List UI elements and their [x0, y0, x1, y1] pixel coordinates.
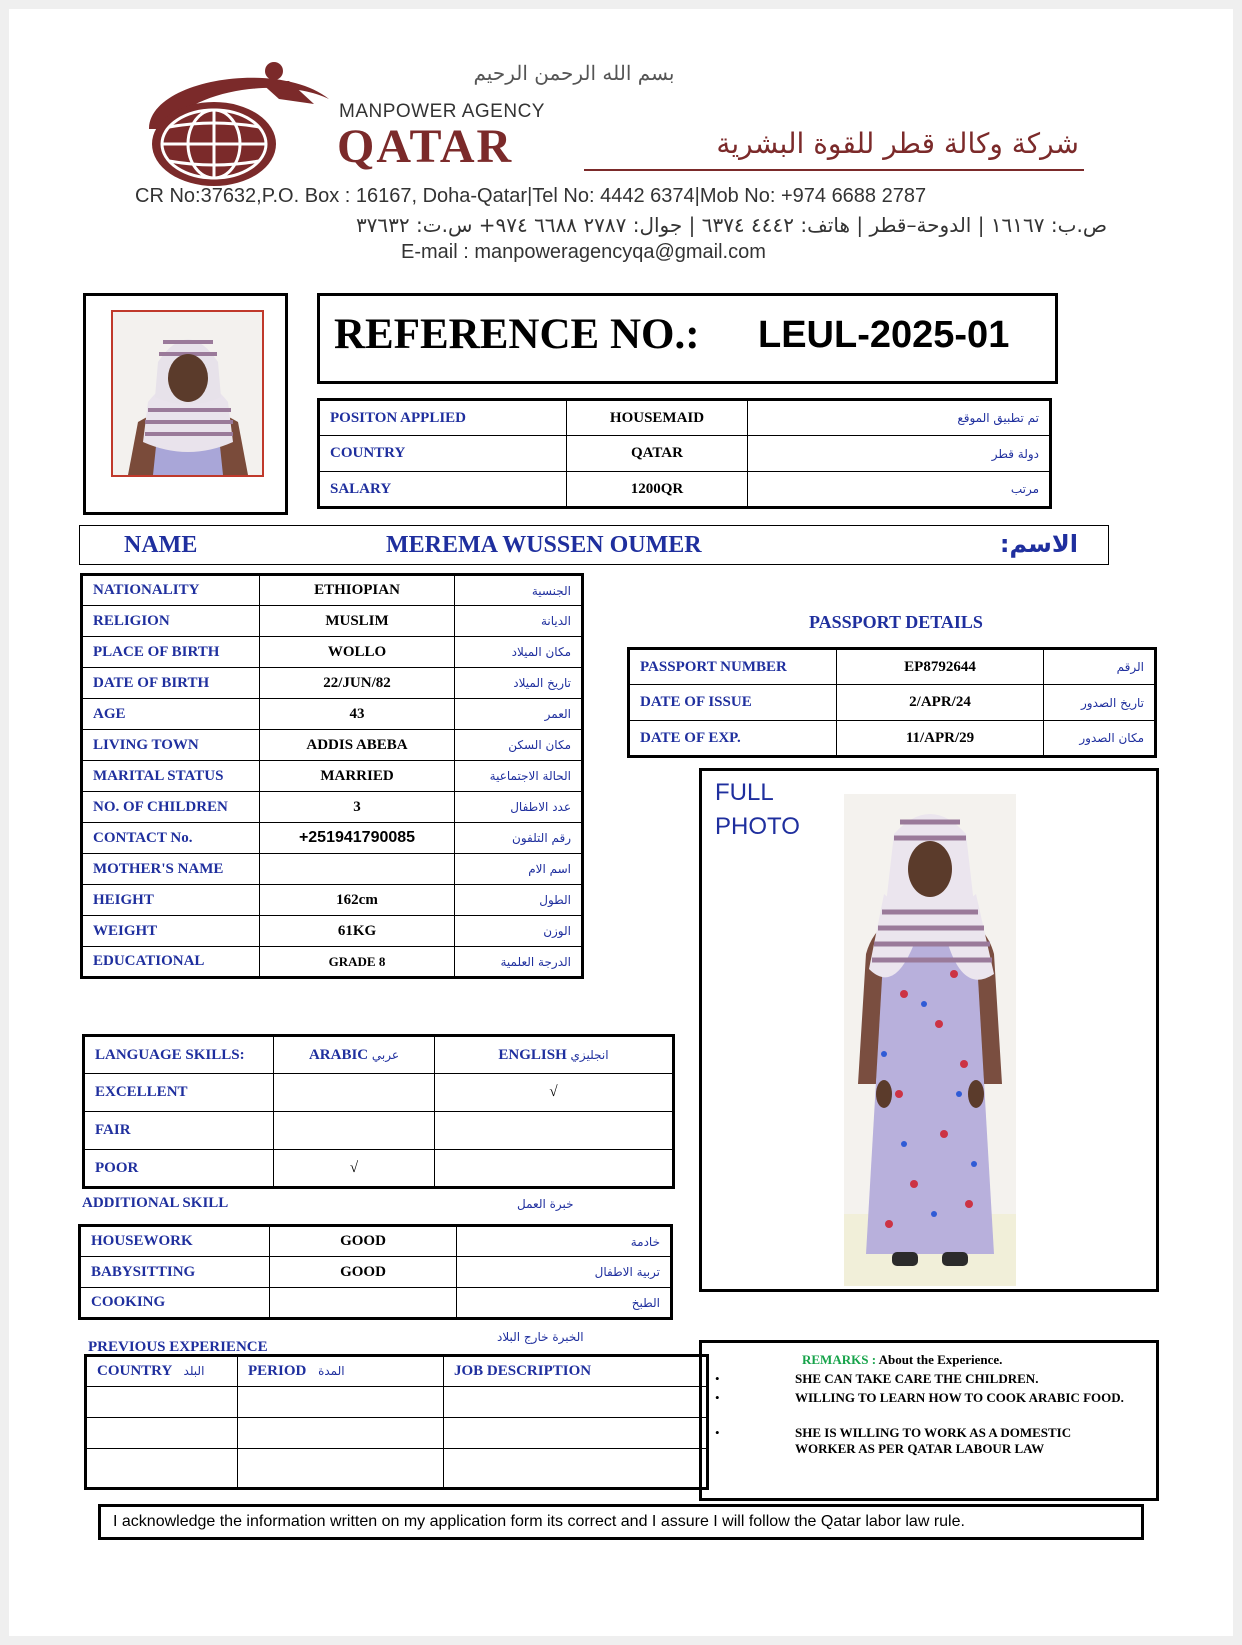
contact-label: CONTACT No. [82, 823, 260, 854]
salary-value: 1200QR [567, 472, 748, 508]
nationality-arabic: الجنسية [455, 575, 583, 606]
contact-arabic: رقم التلفون [455, 823, 583, 854]
poor-arabic-mark: √ [274, 1150, 435, 1188]
education-arabic: الدرجة العلمية [455, 947, 583, 978]
cooking-label: COOKING [80, 1288, 270, 1319]
passport-title: PASSPORT DETAILS [809, 612, 983, 632]
additional-skill-label: ADDITIONAL SKILL [82, 1195, 229, 1211]
full-photo-frame [699, 768, 1159, 1292]
country-label: COUNTRY [319, 436, 567, 472]
living-town-arabic: مكان السكن [455, 730, 583, 761]
contact-line: CR No:37632,P.O. Box : 16167, Doha-Qatar|Tel No: 4442 6374|Mob No: +974 6688 2787 [135, 185, 927, 207]
remarks-bullet: • [715, 1371, 720, 1386]
passport-number-arabic: الرقم [1044, 649, 1156, 685]
agency-email: E-mail : manpoweragencyqa@gmail.com [401, 241, 766, 263]
table-row [86, 1387, 708, 1418]
poor-label: POOR [84, 1150, 274, 1188]
table-row [82, 668, 583, 699]
children-arabic: عدد الاطفال [455, 792, 583, 823]
reference-value: LEUL-2025-01 [758, 314, 1010, 356]
fair-label: FAIR [84, 1112, 274, 1150]
name-bar [79, 525, 1109, 565]
table-row [82, 947, 583, 978]
age-arabic: العمر [455, 699, 583, 730]
table-row [86, 1449, 708, 1489]
fair-english-mark [435, 1112, 674, 1150]
agency-name-arabic: شركة وكالة قطر للقوة البشرية [716, 127, 1079, 160]
marital-status-label: MARITAL STATUS [82, 761, 260, 792]
additional-skill-arabic: خبرة العمل [517, 1197, 574, 1211]
table-row [82, 730, 583, 761]
babysitting-label: BABYSITTING [80, 1257, 270, 1288]
bismillah-calligraphy: بسم الله الرحمن الرحيم [473, 61, 675, 85]
poor-english-mark [435, 1150, 674, 1188]
remarks-bullet: • [715, 1390, 720, 1405]
language-skills-table [82, 1034, 675, 1189]
table-row [629, 649, 1156, 685]
living-town-label: LIVING TOWN [82, 730, 260, 761]
exp-period-label: PERIOD [248, 1363, 307, 1379]
table-row [629, 721, 1156, 757]
remark-item: SHE IS WILLING TO WORK AS A DOMESTIC WORKER AS PER QATAR LABOUR LAW [795, 1425, 1072, 1456]
remarks-bullet: • [715, 1425, 720, 1440]
excellent-label: EXCELLENT [84, 1074, 274, 1112]
application-table [317, 398, 1052, 509]
table-row [86, 1356, 708, 1387]
housework-label: HOUSEWORK [80, 1226, 270, 1257]
passport-photo-frame [83, 293, 288, 515]
table-row [319, 436, 1051, 472]
table-row [629, 685, 1156, 721]
height-arabic: الطول [455, 885, 583, 916]
table-row [82, 761, 583, 792]
agency-name-large: QATAR [337, 120, 514, 173]
passport-number-value: EP8792644 [837, 649, 1044, 685]
previous-experience-label: PREVIOUS EXPERIENCE [88, 1339, 268, 1355]
birthdate-arabic: تاريخ الميلاد [455, 668, 583, 699]
header-underline [584, 169, 1084, 171]
mother-name-label: MOTHER'S NAME [82, 854, 260, 885]
weight-value: 61KG [260, 916, 455, 947]
cooking-arabic: الطبخ [457, 1288, 672, 1319]
exp-country-label: COUNTRY [97, 1363, 172, 1379]
table-row [82, 575, 583, 606]
religion-label: RELIGION [82, 606, 260, 637]
weight-label: WEIGHT [82, 916, 260, 947]
reference-box [317, 293, 1058, 384]
position-value: HOUSEMAID [567, 400, 748, 436]
remarks-label: REMARKS : [802, 1352, 877, 1367]
height-value: 162cm [260, 885, 455, 916]
living-town-value: ADDIS ABEBA [260, 730, 455, 761]
acknowledgement-box: I acknowledge the information written on my application form its correct and I assure I will follow the Qatar labor law rule. [98, 1504, 1144, 1540]
exp-period-header [238, 1356, 444, 1387]
height-label: HEIGHT [82, 885, 260, 916]
country-value: QATAR [567, 436, 748, 472]
birthdate-label: DATE OF BIRTH [82, 668, 260, 699]
expiry-date-value: 11/APR/29 [837, 721, 1044, 757]
salary-label: SALARY [319, 472, 567, 508]
expiry-date-label: DATE OF EXP. [629, 721, 837, 757]
remarks-box [699, 1340, 1159, 1501]
age-label: AGE [82, 699, 260, 730]
issue-date-label: DATE OF ISSUE [629, 685, 837, 721]
position-label: POSITON APPLIED [319, 400, 567, 436]
table-row [80, 1288, 672, 1319]
passport-number-label: PASSPORT NUMBER [629, 649, 837, 685]
experience-table [84, 1354, 709, 1490]
full-photo-label-2: PHOTO [715, 813, 800, 840]
table-row [82, 606, 583, 637]
religion-arabic: الديانة [455, 606, 583, 637]
fair-arabic-mark [274, 1112, 435, 1150]
contact-line-arabic: ص.ب: ١٦١٦٧ | الدوحة–قطر | هاتف: ٤٤٤٢ ٦٣٧٤ | جوال: ٢٧٨٧ ٦٦٨٨ ٩٧٤+ س.ت: ٣٧٦٣٢ [355, 213, 1107, 237]
education-value: GRADE 8 [260, 947, 455, 978]
full-photo-label-1: FULL [715, 779, 774, 806]
reference-label: REFERENCE NO.: [334, 311, 700, 358]
exp-period-arabic: المدة [318, 1364, 345, 1378]
table-row [84, 1074, 674, 1112]
arabic-column [274, 1036, 435, 1074]
language-header-label: LANGUAGE SKILLS: [84, 1036, 274, 1074]
personal-details-table [80, 573, 584, 979]
birthplace-arabic: مكان الميلاد [455, 637, 583, 668]
table-row [319, 400, 1051, 436]
babysitting-value: GOOD [270, 1257, 457, 1288]
table-row [82, 823, 583, 854]
mother-name-value [260, 854, 455, 885]
table-row [84, 1150, 674, 1188]
arabic-col-label: ARABIC [308, 1046, 369, 1063]
issue-date-arabic: تاريخ الصدور [1044, 685, 1156, 721]
exp-country-header [86, 1356, 238, 1387]
excellent-arabic-mark [274, 1074, 435, 1112]
remark-item: WILLING TO LEARN HOW TO COOK ARABIC FOOD. [795, 1390, 1124, 1405]
children-value: 3 [260, 792, 455, 823]
table-row [86, 1418, 708, 1449]
application-sheet [9, 9, 1233, 1636]
cooking-value [270, 1288, 457, 1319]
contact-value: +251941790085 [260, 823, 455, 854]
birthdate-value: 22/JUN/82 [260, 668, 455, 699]
age-value: 43 [260, 699, 455, 730]
nationality-label: NATIONALITY [82, 575, 260, 606]
arabic-col-arabic: عربي [371, 1047, 400, 1062]
excellent-english-mark: √ [435, 1074, 674, 1112]
english-col-arabic: انجليزي [570, 1047, 609, 1062]
expiry-date-arabic: مكان الصدور [1044, 721, 1156, 757]
weight-arabic: الوزن [455, 916, 583, 947]
table-row [80, 1257, 672, 1288]
table-row [82, 792, 583, 823]
table-row [84, 1112, 674, 1150]
table-row [80, 1226, 672, 1257]
english-column [435, 1036, 674, 1074]
english-col-label: ENGLISH [498, 1046, 567, 1063]
country-arabic: دولة قطر [748, 436, 1051, 472]
housework-arabic: خادمة [457, 1226, 672, 1257]
full-body-photo [844, 794, 1016, 1286]
passport-table [627, 647, 1157, 758]
nationality-value: ETHIOPIAN [260, 575, 455, 606]
marital-status-value: MARRIED [260, 761, 455, 792]
passport-photo [111, 310, 264, 477]
religion-value: MUSLIM [260, 606, 455, 637]
name-arabic: الاسم: [999, 530, 1078, 558]
additional-skills-table [78, 1224, 673, 1320]
birthplace-label: PLACE OF BIRTH [82, 637, 260, 668]
marital-status-arabic: الحالة الاجتماعية [455, 761, 583, 792]
exp-job-header: JOB DESCRIPTION [444, 1356, 708, 1387]
mother-name-arabic: اسم الام [455, 854, 583, 885]
applicant-name: MEREMA WUSSEN OUMER [386, 532, 702, 558]
table-row [319, 472, 1051, 508]
agency-logo [139, 59, 339, 189]
children-label: NO. OF CHILDREN [82, 792, 260, 823]
position-arabic: تم تطبيق الموقع [748, 400, 1051, 436]
salary-arabic: مرتب [748, 472, 1051, 508]
remarks-heading [802, 1352, 1002, 1368]
education-label: EDUCATIONAL [82, 947, 260, 978]
remarks-subtitle: About the Experience. [878, 1352, 1003, 1367]
previous-experience-arabic: الخبرة خارج البلاد [497, 1330, 584, 1344]
remark-item: SHE CAN TAKE CARE THE CHILDREN. [795, 1371, 1039, 1386]
exp-country-arabic: البلد [183, 1364, 205, 1378]
table-row [84, 1036, 674, 1074]
table-row [82, 916, 583, 947]
issue-date-value: 2/APR/24 [837, 685, 1044, 721]
table-row [82, 637, 583, 668]
housework-value: GOOD [270, 1226, 457, 1257]
table-row [82, 699, 583, 730]
babysitting-arabic: تربية الاطفال [457, 1257, 672, 1288]
birthplace-value: WOLLO [260, 637, 455, 668]
globe-logo-icon [139, 59, 339, 189]
agency-name-small: MANPOWER AGENCY [339, 101, 545, 122]
name-label: NAME [124, 532, 198, 558]
table-row [82, 885, 583, 916]
table-row [82, 854, 583, 885]
